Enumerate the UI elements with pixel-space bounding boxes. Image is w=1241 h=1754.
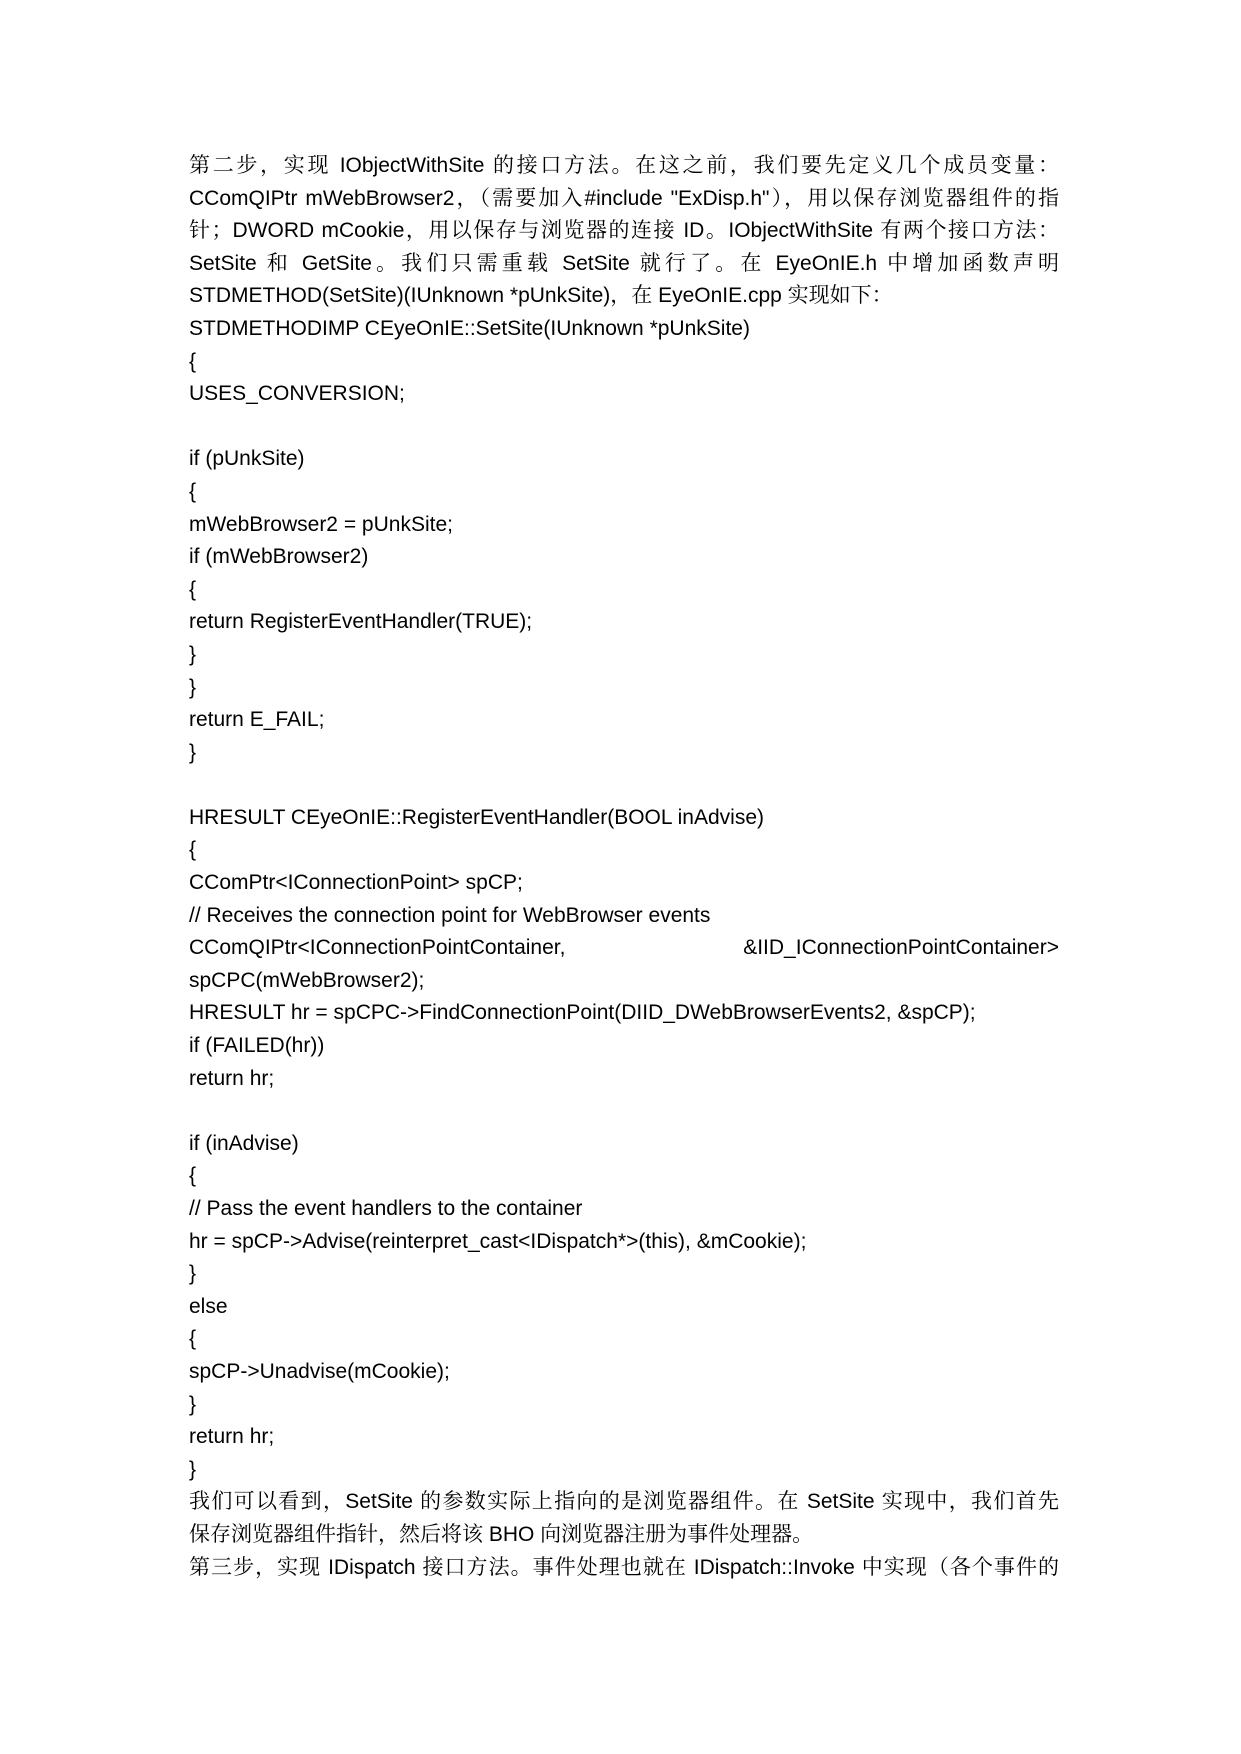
text-line: }: [189, 740, 197, 764]
text-line: HRESULT hr = spCPC->FindConnectionPoint(DIID_DWebBrowserEvents2, &spCP);: [189, 1001, 976, 1025]
text-line: return E_FAIL;: [189, 708, 325, 732]
text-line: hr = spCP->Advise(reinterpret_cast<IDispatch*>(this), &mCookie);: [189, 1229, 807, 1253]
text-line: {: [189, 1327, 197, 1351]
text-line: {: [189, 838, 197, 862]
text-line: STDMETHODIMP CEyeOnIE::SetSite(IUnknown *pUnkSite): [189, 316, 750, 340]
text-line: CComQIPtr mWebBrowser2，（需要加入#include "ExDisp.h"），用以保存浏览器组件的指: [189, 186, 1059, 210]
text-line: return RegisterEventHandler(TRUE);: [189, 610, 533, 634]
text-line: if (mWebBrowser2): [189, 545, 369, 569]
text-line: {: [189, 577, 197, 601]
text-line: // Pass the event handlers to the container: [189, 1197, 583, 1220]
blank-line: [189, 1095, 1059, 1128]
text-line: CComPtr<IConnectionPoint> spCP;: [189, 871, 523, 895]
text-line: if (inAdvise): [189, 1131, 299, 1155]
text-line: }: [189, 675, 197, 699]
text-line: 保存浏览器组件指针，然后将该 BHO 向浏览器注册为事件处理器。: [189, 1522, 814, 1546]
text-line: // Receives the connection point for WebBrowser events: [189, 903, 711, 927]
text-line: 第三步，实现 IDispatch 接口方法。事件处理也就在 IDispatch::Invoke 中实现（各个事件的: [189, 1555, 1059, 1579]
text-line: spCPC(mWebBrowser2);: [189, 968, 425, 992]
text-line: }: [189, 1262, 197, 1286]
text-line: else: [189, 1294, 228, 1318]
text-line: STDMETHOD(SetSite)(IUnknown *pUnkSite)，在 EyeOnIE.cpp 实现如下：: [189, 284, 893, 308]
text-line: spCP->Unadvise(mCookie);: [189, 1359, 450, 1383]
text-line: {: [189, 479, 197, 503]
text-line: 第二步，实现 IObjectWithSite 的接口方法。在这之前，我们要先定义几个成员变量：: [189, 154, 1059, 177]
text-line: HRESULT CEyeOnIE::RegisterEventHandler(BOOL inAdvise): [189, 805, 764, 829]
text-line: {: [189, 349, 197, 373]
text-line: return hr;: [189, 1066, 275, 1090]
blank-line: [189, 769, 1059, 802]
text-line: 我们可以看到，SetSite 的参数实际上指向的是浏览器组件。在 SetSite 实现中，我们首先: [189, 1490, 1059, 1514]
text-line: CComQIPtr<IConnectionPointContainer, &IID_IConnectionPointContainer>: [189, 936, 1059, 960]
text-line: }: [189, 642, 197, 666]
text-line: if (FAILED(hr)): [189, 1034, 325, 1058]
text-line: }: [189, 1457, 197, 1481]
blank-line: [189, 411, 1059, 444]
text-line: if (pUnkSite): [189, 447, 305, 471]
text-line: mWebBrowser2 = pUnkSite;: [189, 512, 453, 536]
text-line: return hr;: [189, 1425, 275, 1449]
text-line: 针；DWORD mCookie，用以保存与浏览器的连接 ID。IObjectWithSite 有两个接口方法：: [189, 219, 1059, 243]
document-body: [189, 150, 1059, 1584]
text-line: }: [189, 1392, 197, 1416]
text-line: SetSite 和 GetSite。我们只需重载 SetSite 就行了。在 EyeOnIE.h 中增加函数声明: [189, 251, 1059, 275]
text-line: {: [189, 1164, 197, 1188]
text-line: USES_CONVERSION;: [189, 382, 405, 406]
